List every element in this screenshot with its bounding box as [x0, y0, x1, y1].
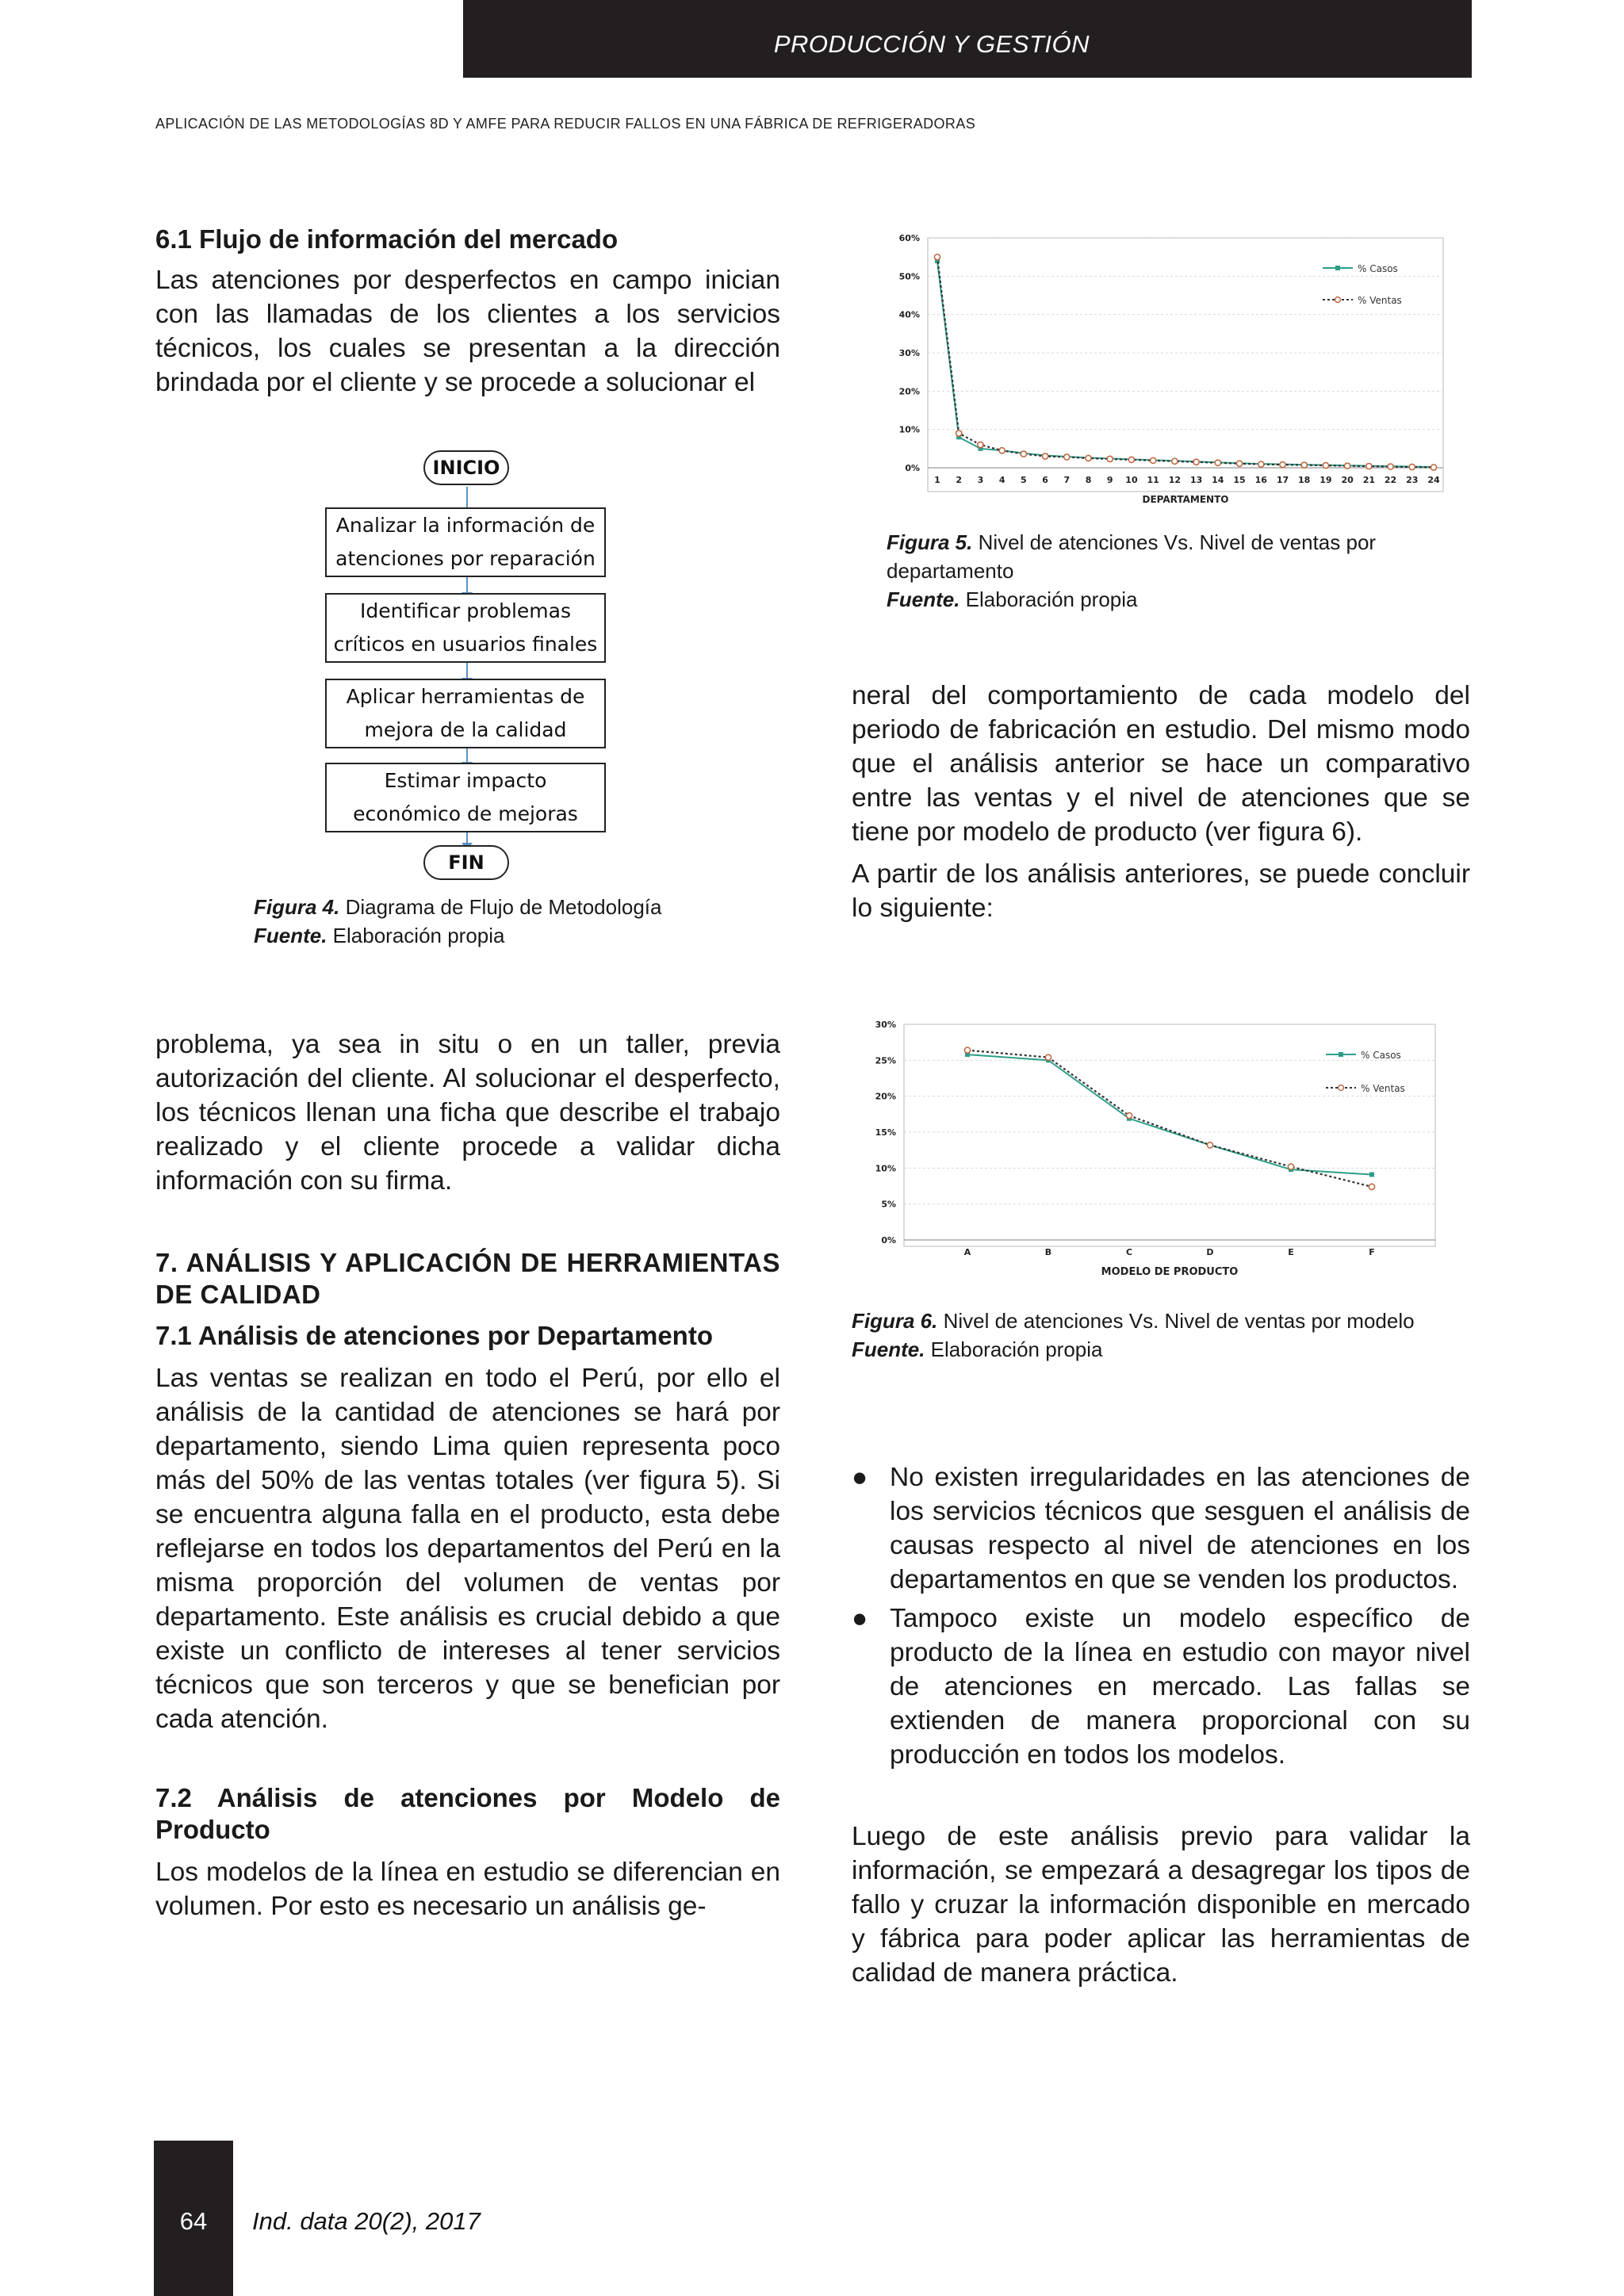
x-tick-label: 9 — [1106, 475, 1113, 485]
y-tick-label: 10% — [898, 424, 920, 435]
flow-step-4 — [325, 763, 606, 832]
data-point — [1193, 459, 1199, 465]
section-title: PRODUCCIÓN Y GESTIÓN — [773, 30, 1090, 58]
x-tick-label: 4 — [998, 475, 1005, 485]
header-bar — [463, 0, 1472, 78]
x-tick-label: 17 — [1276, 475, 1289, 485]
y-tick-label: 30% — [898, 348, 920, 358]
data-point — [1345, 463, 1350, 469]
x-tick-label: 16 — [1254, 475, 1267, 485]
paragraph-right-1: neral del comportamiento de cada modelo del periodo de fabricación en estudio. Del mismo modo que el análisis anterior se hace un comparativo entre las ventas y el nivel de atenciones que se tiene por modelo de producto (ver figura 6). — [852, 681, 1470, 847]
data-point — [1236, 461, 1242, 466]
paragraph-right-2: A partir de los análisis anteriores, se puede concluir lo siguiente: — [852, 859, 1470, 923]
fig4-label: Figura 4. — [254, 895, 340, 919]
data-point — [1369, 1184, 1374, 1189]
x-tick-label: 20 — [1341, 475, 1354, 485]
page-number: 64 — [179, 2207, 208, 2235]
y-tick-label: 25% — [875, 1055, 896, 1066]
x-tick-label: B — [1044, 1247, 1052, 1257]
data-point — [1409, 464, 1415, 469]
x-tick-label: 11 — [1147, 475, 1159, 485]
legend-marker — [1339, 1085, 1344, 1091]
data-point — [934, 254, 940, 260]
figure-5-chart — [872, 230, 1459, 523]
data-point — [1288, 1164, 1293, 1169]
flow-step-3-line-2: mejora de la calidad — [364, 718, 567, 741]
data-point — [1388, 464, 1393, 469]
x-tick-label: 19 — [1320, 475, 1332, 485]
right-column-bottom — [852, 1460, 1470, 1990]
x-tick-label: 22 — [1384, 475, 1397, 485]
paragraph-6-1-a: Las atenciones por desperfectos en campo inician con las llamadas de los clientes a los servicios técnicos, los cuales se presentan a la dirección brindada por el cliente y se procede a solucionar el — [155, 266, 780, 397]
data-point — [964, 1047, 970, 1053]
y-tick-label: 15% — [875, 1127, 896, 1138]
y-tick-label: 5% — [881, 1199, 896, 1210]
flow-start: INICIO — [423, 450, 509, 485]
heading-7-2: 7.2 Análisis de atenciones por Modelo de Producto — [155, 1783, 780, 1844]
x-tick-label: 13 — [1189, 475, 1203, 485]
data-point — [1126, 1113, 1132, 1119]
right-column-top — [852, 679, 1470, 925]
fig4-source-label: Fuente. — [254, 924, 327, 947]
legend-marker — [1335, 266, 1340, 270]
flow-step-2-line-2: críticos en usuarios finales — [333, 633, 598, 656]
fig5-text: Nivel de atenciones Vs. Nivel de ventas por departamento — [887, 530, 1377, 583]
legend-marker — [1335, 297, 1341, 303]
running-title: APLICACIÓN DE LAS METODOLOGÍAS 8D Y AMFE PARA REDUCIR FALLOS EN UNA FÁBRICA DE REFRIGERADORAS — [155, 116, 976, 132]
data-point — [1366, 463, 1372, 469]
data-point — [1258, 461, 1264, 467]
fig5-source-text: Elaboración propia — [959, 587, 1138, 611]
legend-label: % Casos — [1358, 263, 1398, 274]
x-tick-label: 15 — [1233, 475, 1246, 485]
flow-step-1 — [325, 507, 606, 577]
bullet-text: Tampoco existe un modelo específico de producto de la línea en estudio con mayor nivel de atenciones en mercado. Las fallas se extienden de manera proporcional con su producción en todos los modelos. — [890, 1604, 1470, 1770]
data-point — [1431, 465, 1436, 470]
data-point — [1172, 458, 1178, 464]
fig5-label: Figura 5. — [887, 530, 973, 554]
x-tick-label: 7 — [1063, 475, 1071, 485]
flowchart — [254, 444, 730, 888]
flow-step-2 — [325, 593, 606, 663]
left-column-bottom — [155, 1027, 780, 1923]
paragraph-right-3: Luego de este análisis previo para validar la información, se empezará a desagregar los tipos de fallo y cruzar la información disponible en mercado y fábrica para poder aplicar las herramientas de calidad de manera práctica. — [852, 1822, 1470, 1988]
fig4-source-text: Elaboración propia — [327, 924, 505, 947]
data-point — [1215, 460, 1220, 465]
x-tick-label: C — [1125, 1247, 1133, 1257]
x-tick-label: 23 — [1406, 475, 1419, 485]
data-point — [1042, 453, 1048, 459]
fig6-label: Figura 6. — [852, 1309, 938, 1333]
data-point — [978, 442, 983, 447]
x-tick-label: 6 — [1042, 475, 1048, 485]
x-tick-label: 8 — [1085, 475, 1092, 485]
x-tick-label: 3 — [977, 475, 984, 485]
legend-label: % Ventas — [1358, 295, 1402, 306]
x-tick-label: 5 — [1021, 475, 1027, 485]
bullet-item — [852, 1460, 1470, 1597]
flow-arrow — [466, 663, 468, 679]
flow-step-2-line-1: Identificar problemas — [359, 599, 572, 622]
x-tick-label: 10 — [1125, 475, 1138, 485]
y-tick-label: 20% — [898, 386, 920, 397]
heading-7-1: 7.1 Análisis de atenciones por Departamento — [155, 1321, 713, 1350]
flow-end: FIN — [423, 845, 509, 880]
figure-6-caption — [852, 1307, 1470, 1364]
data-point — [1151, 457, 1156, 463]
flow-arrow — [466, 748, 468, 763]
flow-step-4-line-1: Estimar impacto — [384, 769, 547, 792]
fig6-source-text: Elaboración propia — [925, 1337, 1103, 1361]
paragraph-7-2: Los modelos de la línea en estudio se diferencian en volumen. Por esto es necesario un análisis ge- — [155, 1858, 780, 1921]
x-tick-label: 21 — [1362, 475, 1376, 485]
y-tick-label: 30% — [875, 1020, 896, 1030]
data-point — [1064, 454, 1070, 460]
flow-arrow — [466, 832, 468, 844]
data-point — [1369, 1172, 1374, 1177]
fig4-text: Diagrama de Flujo de Metodología — [339, 895, 662, 919]
x-axis-label: MODELO DE PRODUCTO — [1101, 1266, 1239, 1278]
data-point — [999, 448, 1005, 453]
left-column-top — [155, 224, 780, 400]
x-tick-label: 18 — [1298, 475, 1311, 485]
flow-step-1-line-1: Analizar la información de — [335, 514, 596, 537]
x-tick-label: 2 — [956, 475, 963, 485]
y-tick-label: 20% — [875, 1091, 896, 1102]
figure-5-caption — [887, 528, 1473, 614]
bullet-text: No existen irregularidades en las atenciones de los servicios técnicos que sesguen el análisis de causas respecto al nivel de atenciones en los departamentos en que se venden los productos. — [890, 1463, 1470, 1594]
flow-arrow — [466, 577, 468, 593]
data-point — [1207, 1142, 1212, 1148]
chart-frame — [904, 1024, 1435, 1246]
heading-7: 7. ANÁLISIS Y APLICACIÓN DE HERRAMIENTAS DE CALIDAD — [155, 1248, 780, 1309]
heading-6-1: 6.1 Flujo de información del mercado — [155, 224, 619, 254]
data-point — [1323, 463, 1328, 469]
data-point — [1086, 455, 1091, 461]
x-tick-label: 24 — [1427, 475, 1440, 485]
flow-step-4-line-2: económico de mejoras — [353, 802, 578, 825]
y-tick-label: 50% — [898, 271, 920, 282]
flow-step-1-line-2: atenciones por reparación — [335, 547, 596, 570]
x-tick-label: E — [1288, 1247, 1294, 1257]
data-point — [1301, 462, 1307, 468]
legend-marker — [1339, 1052, 1343, 1057]
y-tick-label: 0% — [881, 1235, 896, 1246]
x-tick-label: 14 — [1212, 475, 1224, 485]
x-tick-label: F — [1369, 1247, 1375, 1257]
x-axis-label: DEPARTAMENTO — [1142, 494, 1229, 505]
journal-citation: Ind. data 20(2), 2017 — [252, 2207, 481, 2235]
data-point — [956, 430, 962, 436]
x-tick-label: D — [1206, 1247, 1214, 1257]
legend-label: % Ventas — [1361, 1083, 1405, 1094]
x-tick-label: 1 — [934, 475, 940, 485]
bullet-item — [852, 1601, 1470, 1772]
fig5-source-label: Fuente. — [887, 587, 960, 611]
data-point — [1280, 462, 1285, 468]
x-tick-label: 12 — [1168, 475, 1182, 485]
paragraph-6-1-b: problema, ya sea in situ o en un taller, previa autorización del cliente. Al solucionar el desperfecto, los técnicos llenan una ficha que describe el trabajo realizado y el cliente procede a validar dicha información con su firma. — [155, 1030, 780, 1196]
y-tick-label: 60% — [898, 233, 920, 243]
y-tick-label: 0% — [905, 463, 920, 473]
y-tick-label: 10% — [875, 1163, 896, 1174]
bullet-dot: ● — [852, 1463, 868, 1492]
data-point — [1128, 457, 1134, 462]
data-point — [1107, 456, 1113, 461]
figure-6-chart — [864, 1018, 1451, 1280]
figure-4-caption — [254, 893, 730, 950]
legend-label: % Casos — [1361, 1050, 1401, 1061]
fig6-text: Nivel de atenciones Vs. Nivel de ventas por modelo — [937, 1309, 1415, 1333]
fig6-source-label: Fuente. — [852, 1337, 925, 1361]
data-point — [1021, 451, 1026, 457]
paragraph-7-1: Las ventas se realizan en todo el Perú, por ello el análisis de la cantidad de atenciones se hará por departamento, siendo Lima quien representa poco más del 50% de las ventas totales (ver figura 5). Si se encuentra alguna falla en el producto, esta debe reflejarse en todos los departamentos del Perú en la misma proporción del volumen de ventas por departamento. Este análisis es crucial debido a que existe un conflicto de intereses al tener servicios técnicos que son terceros y que se benefician por cada atención. — [155, 1364, 780, 1734]
y-tick-label: 40% — [898, 309, 920, 320]
data-point — [1045, 1054, 1051, 1060]
flow-step-3 — [325, 679, 606, 748]
flow-step-3-line-1: Aplicar herramientas de — [346, 685, 585, 708]
bullet-dot: ● — [852, 1604, 868, 1633]
x-tick-label: A — [963, 1247, 971, 1257]
